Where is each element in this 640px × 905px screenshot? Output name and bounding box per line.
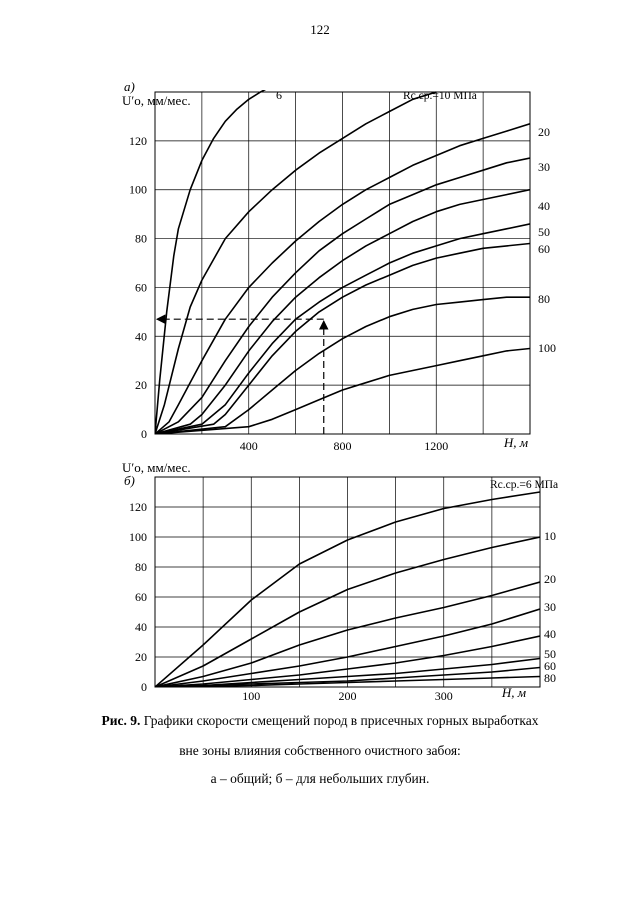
series-label-80: 80 [544, 671, 556, 685]
series-label-40: 40 [544, 627, 556, 641]
series-line-6 [155, 85, 275, 434]
series-label-50: 50 [538, 225, 550, 239]
y-tick-label: 20 [135, 650, 147, 664]
chart-b [122, 460, 558, 703]
series-label-80: 80 [538, 292, 550, 306]
y-tick-label: 60 [135, 590, 147, 604]
x-tick-label: 100 [242, 689, 261, 703]
y-tick-label: 60 [135, 280, 147, 295]
y-tick-label: 40 [135, 329, 147, 344]
series-label-6: 6 [276, 88, 282, 102]
y-tick-label: 80 [135, 560, 147, 574]
series-label-30: 30 [544, 600, 556, 614]
caption-title: Графики скорости смещений пород в присечных горных выработках [140, 713, 539, 728]
x-tick-label: 800 [333, 439, 352, 453]
y-tick-label: 0 [141, 680, 147, 694]
x-axis-label: H, м [503, 435, 528, 450]
y-tick-label: 120 [129, 500, 147, 514]
series-label-40: 40 [538, 199, 550, 213]
y-tick-label: 80 [135, 231, 147, 246]
y-tick-label: 0 [141, 427, 147, 441]
y-tick-label: 100 [129, 182, 147, 197]
series-label-50: 50 [544, 647, 556, 661]
caption-line-1 [0, 713, 640, 729]
y-axis-label: U′о, мм/мес. [122, 93, 191, 108]
y-tick-label: 100 [129, 530, 147, 544]
x-tick-label: 1200 [424, 439, 449, 453]
y-tick-label: 40 [135, 620, 147, 634]
x-tick-label: 200 [338, 689, 357, 703]
x-axis-label: H, м [501, 685, 526, 700]
annotation-rcp: Rс.ср.=6 МПа [490, 479, 559, 491]
caption-figure-label: Рис. 9. [101, 713, 141, 728]
caption-line-2: вне зоны влияния собственного очистного забоя: [179, 743, 461, 758]
chart-a [122, 79, 556, 453]
grid [155, 477, 540, 687]
series-label-60: 60 [544, 659, 556, 673]
series-label-10: 10 [544, 529, 556, 543]
x-tick-label: 300 [434, 689, 453, 703]
y-tick-label: 120 [129, 133, 147, 148]
series-label-60: 60 [538, 242, 550, 256]
series-label-20: 20 [544, 572, 556, 586]
panel-label: б) [124, 473, 135, 488]
series-label-100: 100 [538, 341, 556, 355]
x-tick-label: 400 [239, 439, 258, 453]
page-number: 122 [310, 22, 330, 37]
caption-line-3: а – общий; б – для небольших глубин. [210, 771, 430, 786]
panel-label: а) [124, 79, 135, 94]
y-axis-label: U′о, мм/мес. [122, 460, 191, 475]
series-label-30: 30 [538, 160, 550, 174]
y-tick-label: 20 [135, 378, 147, 393]
series-label-20: 20 [538, 125, 550, 139]
annotation-rcp: Rс.ср.=10 МПа [403, 90, 477, 102]
